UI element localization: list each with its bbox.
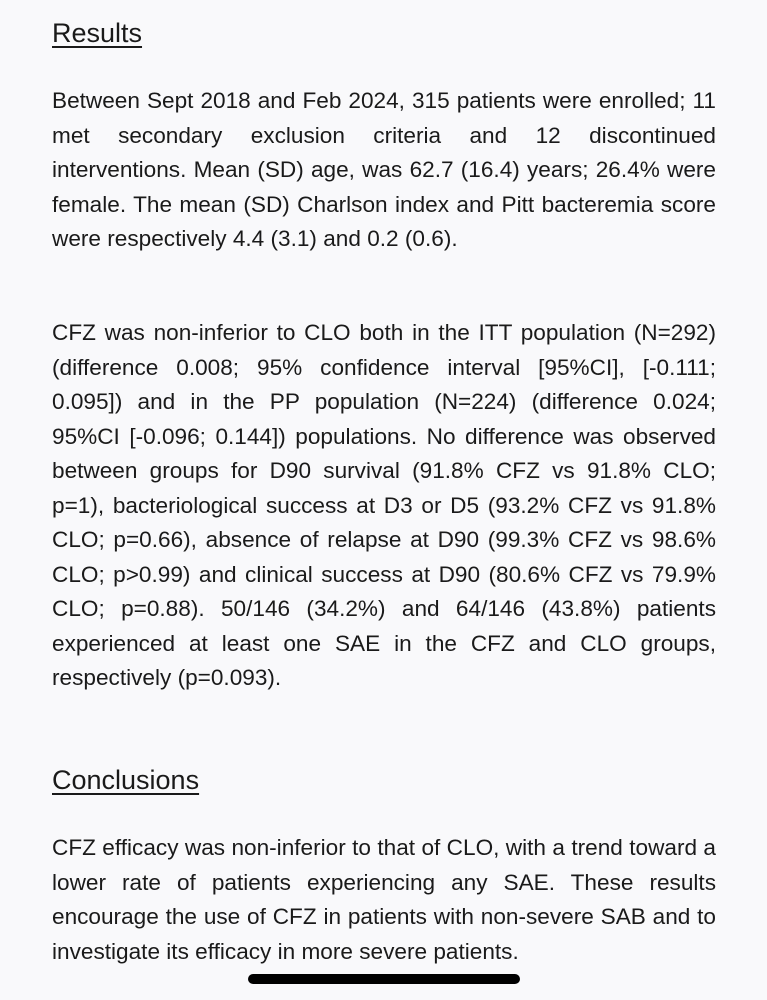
results-paragraph-outcomes: CFZ was non-inferior to CLO both in the ITT population (N=292) (difference 0.008; 95% confidence interval [95%CI], [-0.111; 0.095]) and in the PP population (N=224) (difference 0.024; 95%CI [-0.096; 0.144]) populations. No difference was observed between groups for D90 survival (91.8% CFZ vs 91.8% CLO; p=1), bacteriological success at D3 or D5 (93.2% CFZ vs 91.8% CLO; p=0.66), absence of relapse at D90 (99.3% CFZ vs 98.6% CLO; p>0.99) and clinical success at D90 (80.6% CFZ vs 79.9% CLO; p=0.88). 50/146 (34.2%) and 64/146 (43.8%) patients experienced at least one SAE in the CFZ and CLO groups, respectively (p=0.093). xyxy=(52,320,716,690)
results-heading: Results xyxy=(52,18,143,48)
conclusions-paragraph: CFZ efficacy was non-inferior to that of CLO, with a trend toward a lower rate of patients experiencing any SAE. These results encourage the use of CFZ in patients with non-severe SAB and to investigate its efficacy in more severe patients. xyxy=(52,835,716,964)
results-paragraph-enrollment: Between Sept 2018 and Feb 2024, 315 patients were enrolled; 11 met secondary exclusion criteria and 12 discontinued interventions. Mean (SD) age, was 62.7 (16.4) years; 26.4% were female. The mean (SD) Charlson index and Pitt bacteremia score were respectively 4.4 (3.1) and 0.2 (0.6). xyxy=(52,88,716,251)
conclusions-heading: Conclusions xyxy=(52,765,200,795)
home-indicator-bar[interactable] xyxy=(248,974,520,984)
